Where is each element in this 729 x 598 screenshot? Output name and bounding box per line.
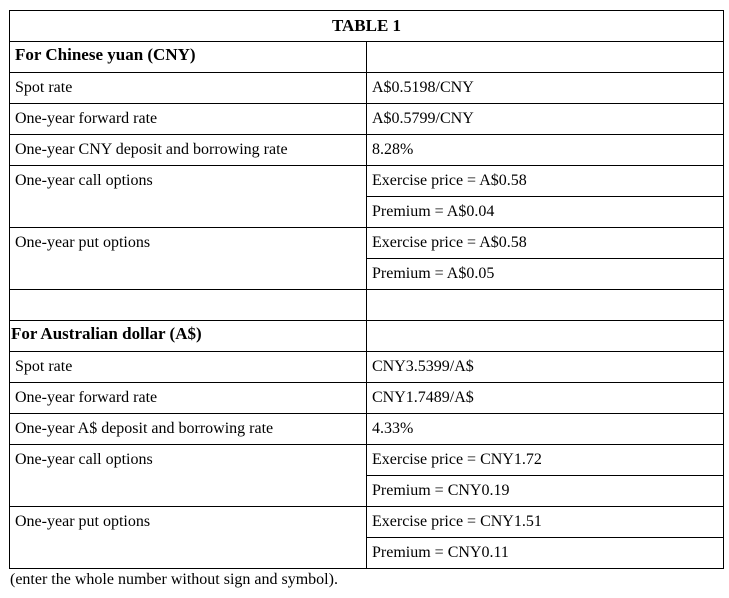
empty-cell	[10, 290, 367, 321]
row-value: A$0.5799/CNY	[367, 104, 724, 135]
table-row	[10, 73, 724, 104]
premium: Premium = CNY0.19	[367, 476, 724, 507]
table-row	[10, 135, 724, 166]
premium: Premium = A$0.04	[367, 197, 724, 228]
table-row	[10, 104, 724, 135]
empty-cell	[367, 290, 724, 321]
row-value: A$0.5198/CNY	[367, 73, 724, 104]
row-value: CNY3.5399/A$	[367, 352, 724, 383]
row-label: One-year forward rate	[10, 104, 367, 135]
premium: Premium = CNY0.11	[367, 538, 724, 569]
cny-section-header: For Chinese yuan (CNY)	[10, 42, 367, 73]
table-row	[10, 414, 724, 445]
empty-cell	[367, 42, 724, 73]
table-row	[10, 383, 724, 414]
row-value: 4.33%	[367, 414, 724, 445]
table-title-row	[10, 11, 724, 42]
row-label: One-year A$ deposit and borrowing rate	[10, 414, 367, 445]
aud-section-header: For Australian dollar (A$)	[10, 321, 367, 352]
row-label: One-year call options	[10, 445, 367, 507]
premium: Premium = A$0.05	[367, 259, 724, 290]
row-label: One-year put options	[10, 507, 367, 569]
empty-cell	[367, 321, 724, 352]
exchange-rate-table	[9, 10, 724, 569]
exercise-price: Exercise price = A$0.58	[367, 228, 724, 259]
row-label: One-year call options	[10, 166, 367, 228]
row-value: CNY1.7489/A$	[367, 383, 724, 414]
table-row	[10, 352, 724, 383]
instruction-note: (enter the whole number without sign and symbol).	[10, 571, 338, 588]
row-label: Spot rate	[10, 73, 367, 104]
table-row	[10, 445, 724, 476]
row-label: One-year forward rate	[10, 383, 367, 414]
row-label: Spot rate	[10, 352, 367, 383]
exercise-price: Exercise price = A$0.58	[367, 166, 724, 197]
cny-section-header-row	[10, 42, 724, 73]
exercise-price: Exercise price = CNY1.51	[367, 507, 724, 538]
exercise-price: Exercise price = CNY1.72	[367, 445, 724, 476]
row-value: 8.28%	[367, 135, 724, 166]
table-title: TABLE 1	[10, 11, 724, 42]
aud-section-header-row	[10, 321, 724, 352]
row-label: One-year CNY deposit and borrowing rate	[10, 135, 367, 166]
row-label: One-year put options	[10, 228, 367, 290]
table-row	[10, 228, 724, 259]
table-row	[10, 166, 724, 197]
table-row	[10, 507, 724, 538]
spacer-row	[10, 290, 724, 321]
